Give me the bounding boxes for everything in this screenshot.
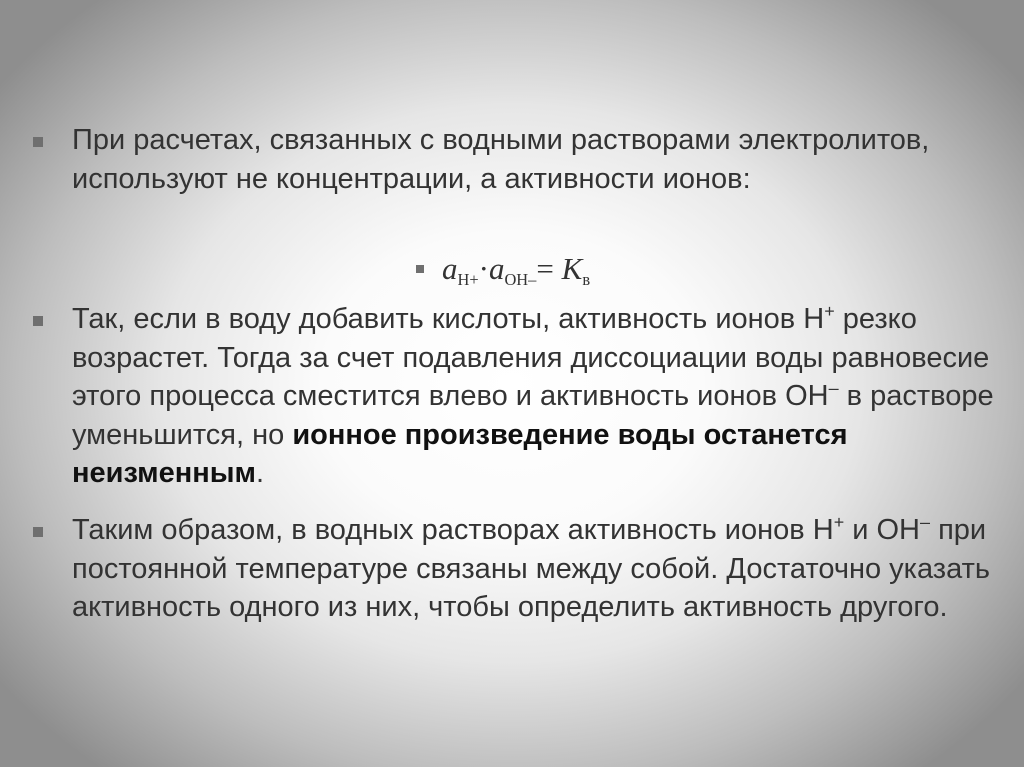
paragraph-2-text-a: Так, если в воду добавить кислоты, активность ионов Н (72, 303, 825, 335)
square-bullet-icon (416, 265, 424, 273)
paragraph-2-bold-text: ионное произведение воды останется неизменным (72, 418, 848, 490)
formula-subscript-h: Н+ (457, 269, 479, 289)
superscript-plus: + (833, 512, 845, 533)
paragraph-1-text: При расчетах, связанных с водными растворами электролитов, используют не концентрации, а активности ионов: (72, 124, 930, 195)
formula-dot: · (478, 251, 489, 286)
formula-subscript-oh: ОН– (504, 269, 537, 289)
square-bullet-icon (33, 316, 43, 326)
formula-row (0, 246, 1024, 296)
ion-product-formula (442, 250, 590, 288)
paragraph-3-text-b: и ОН (844, 514, 921, 546)
formula-activity-symbol-2: a (488, 251, 505, 286)
paragraph-3 (72, 511, 997, 627)
square-bullet-icon (33, 137, 43, 147)
formula-constant-k: K (561, 251, 583, 286)
superscript-minus: – (828, 378, 839, 399)
paragraph-2-period: . (256, 457, 265, 490)
formula-equals: = (536, 251, 554, 286)
paragraph-3-text-c: при постоянной температуре связаны между собой. Достаточно указать активность одного из них, чтобы определить активность другого. (72, 514, 990, 624)
paragraph-3-text-a: Таким образом, в водных растворах активность ионов Н (72, 514, 834, 546)
formula-subscript-w: в (582, 269, 591, 289)
paragraph-2-text-c: в растворе уменьшится, но (72, 380, 994, 451)
paragraph-1 (72, 121, 997, 198)
square-bullet-icon (33, 527, 43, 537)
superscript-minus: – (920, 512, 931, 533)
superscript-plus: + (824, 301, 835, 322)
formula-activity-symbol-1: a (442, 251, 458, 286)
paragraph-2-text-b: резко возрастет. Тогда за счет подавления диссоциации воды равновесие этого процесса сместится влево и активность ионов ОН (72, 303, 990, 413)
paragraph-2 (72, 300, 997, 493)
